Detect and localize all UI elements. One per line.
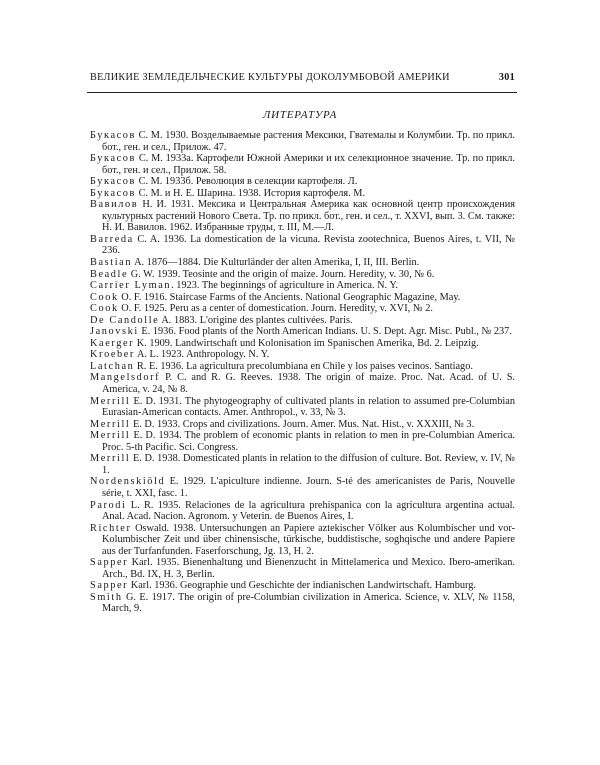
reference-text: С. М. 1933б. Революция в селекции картофеля. Л. [136, 176, 358, 188]
reference-text: Н. И. 1931. Мексика и Центральная Америка как основной центр происхождения культурных растений Нового Света. Тр. по прикл. бот., ген. и сел., т. XXVI, вып. 3. См. также: Н. И. Вавилов. 1962. Избранные труды, т. III, М.—Л. [102, 199, 515, 234]
reference-text: C. A. 1936. La domestication de la vicuna. Revista zootechnica, Buenos Aires, t. VII, № 236. [102, 233, 515, 257]
reference-text: Karl. 1935. Bienenhaltung und Bienenzucht in Mittelamerica und Mexico. Ibero-amerikan. Arch., Bd. IX, H. 3, Berlin. [102, 557, 515, 580]
reference-text: E. D. 1931. The phytogeography of cultivated plants in relation to assumed pre-Columbian Eurasian-American contacts. Amer. Anthropol., v. 33, № 3. [102, 395, 515, 419]
reference-item [90, 592, 515, 615]
reference-item [90, 372, 515, 395]
reference-item [90, 430, 515, 453]
reference-item [90, 349, 515, 361]
running-header [90, 72, 515, 89]
reference-text: G. E. 1917. The origin of pre-Columbian civilization in America. Science, v. XLV, № 1158, March, 9. [102, 591, 515, 615]
reference-text: С. М. и Н. Е. Шарина. 1938. История картофеля. М. [136, 187, 366, 199]
reference-item [90, 257, 515, 269]
reference-item [90, 153, 515, 176]
reference-author: Sapper [90, 580, 129, 592]
reference-author: Latchan [90, 360, 135, 372]
reference-author: Janovski [90, 326, 139, 338]
reference-list [90, 130, 515, 615]
reference-text: E. 1936. Food plants of the North American Indians. U. S. Dept. Agr. Misc. Publ., № 237. [138, 326, 512, 338]
reference-text: Oswald. 1938. Untersuchungen an Papiere aztekischer Völker aus Kolumbischer und vor-Kolumbischer Zeit und über chinensische, türkische, buddistische, soghqische und andere Papiere aus der Turfanfunden. Faserforschung, Jg. 13, H. 2. [102, 522, 515, 557]
reference-item [90, 419, 515, 431]
reference-author: Nordenskiöld [90, 476, 166, 488]
reference-text: E. 1929. L'apiculture indienne. Journ. S-té des americanistes de Paris, Nouvelle série, t. XXI, fasc. 1. [102, 476, 515, 499]
reference-item [90, 292, 515, 304]
reference-text: Karl. 1936. Geographie und Geschichte der indianischen Landwirtschaft. Hamburg. [128, 580, 476, 592]
reference-author: Carrier Lyman [90, 280, 172, 292]
reference-text: A. 1876—1884. Die Kulturländer der alten Amerika, I, II, III. Berlin. [132, 257, 420, 269]
reference-author: Richter [90, 522, 132, 534]
reference-item [90, 361, 515, 373]
reference-text: G. W. 1939. Teosinte and the origin of maize. Journ. Heredity, v. 30, № 6. [128, 268, 435, 280]
reference-author: Smith [90, 591, 123, 603]
reference-item [90, 453, 515, 476]
reference-item [90, 338, 515, 350]
reference-item [90, 557, 515, 580]
reference-author: Mangelsdorf [90, 372, 161, 384]
reference-author: Sapper [90, 557, 129, 569]
reference-item [90, 476, 515, 499]
reference-item [90, 523, 515, 558]
reference-author: Букасов [90, 130, 137, 141]
reference-text: K. 1909. Landwirtschaft und Kolonisation im Spanischen Amerika, Bd. 2. Leipzig. [134, 337, 479, 349]
reference-item [90, 269, 515, 281]
reference-item [90, 396, 515, 419]
reference-text: L. R. 1935. Relaciones de la agricultura prehispanica con la agricultura argentina actual. Anal. Acad. Nacion. Agronom. y Veterin. de Buenos Aires, I. [102, 499, 515, 523]
reference-text: E. D. 1933. Crops and civilizations. Journ. Amer. Mus. Nat. Hist., v. XXXIII, № 3. [130, 418, 475, 430]
reference-text: A. 1883. L'origine des plantes cultivées. Paris. [159, 314, 353, 326]
reference-author: De Candolle [90, 314, 160, 326]
reference-item [90, 234, 515, 257]
reference-item [90, 326, 515, 338]
reference-text: O. F. 1916. Staircase Farms of the Ancients. National Geographic Magazine, May. [118, 291, 461, 303]
reference-item [90, 303, 515, 315]
reference-author: Cook [90, 303, 119, 315]
reference-author: Merrill [90, 430, 131, 442]
reference-text: С. М. 1930. Возделываемые растения Мексики, Гватемалы и Колумбии. Тр. по прикл. бот., ген. и сел., Прилож. 47. [102, 130, 515, 153]
reference-author: Букасов [90, 187, 137, 199]
reference-text: E. D. 1938. Domesticated plants in relation to the diffusion of culture. Bot. Review, v. IV, № 1. [102, 453, 515, 476]
header-rule [87, 92, 517, 93]
reference-author: Kroeber [90, 349, 135, 361]
reference-author: Cook [90, 291, 119, 303]
reference-author: Merrill [90, 453, 131, 465]
reference-item [90, 315, 515, 327]
reference-text: С. М. 1933а. Картофели Южной Америки и их селекционное значение. Тр. по прикл. бот., ген. и сел., Прилож. 58. [102, 153, 515, 176]
reference-author: Merrill [90, 395, 131, 407]
reference-text: O. F. 1925. Peru as a center of domestication. Journ. Heredity, v. XVI, № 2. [118, 303, 433, 315]
reference-text: P. C. and R. G. Reeves. 1938. The origin of maize. Proc. Nat. Acad. of U. S. America, v. 24, № 8. [102, 372, 515, 396]
section-title: ЛИТЕРАТУРА [262, 109, 338, 121]
reference-author: Merrill [90, 418, 131, 430]
reference-item [90, 500, 515, 523]
reference-author: Bastian [90, 257, 133, 269]
reference-author: Parodi [90, 499, 127, 511]
reference-author: Barreda [90, 233, 134, 245]
reference-author: Kaerger [90, 337, 135, 349]
reference-item [90, 199, 515, 234]
reference-author: Букасов [90, 176, 137, 188]
reference-item [90, 130, 515, 153]
reference-text: E. D. 1934. The problem of economic plants in relation to men in pre-Columbian America. Proc. 5-th Pacific. Sci. Congress. [102, 430, 515, 453]
reference-item [90, 188, 515, 200]
reference-item [90, 176, 515, 188]
reference-text: . 1923. The beginnings of agriculture in America. N. Y. [171, 280, 399, 292]
reference-text: R. E. 1936. La agricultura precolumbiana en Chile y los paises vecinos. Santiago. [134, 360, 473, 372]
reference-text: A. L. 1923. Anthropology. N. Y. [134, 349, 270, 361]
reference-author: Beadle [90, 268, 129, 280]
reference-item [90, 280, 515, 292]
reference-author: Букасов [90, 153, 137, 165]
page-number: 301 [498, 72, 515, 83]
reference-item [90, 580, 515, 592]
running-header-title: ВЕЛИКИЕ ЗЕМЛЕДЕЛЬЧЕСКИЕ КУЛЬТУРЫ ДОКОЛУМБОВОЙ АМЕРИКИ [90, 72, 450, 83]
reference-author: Вавилов [90, 199, 139, 211]
